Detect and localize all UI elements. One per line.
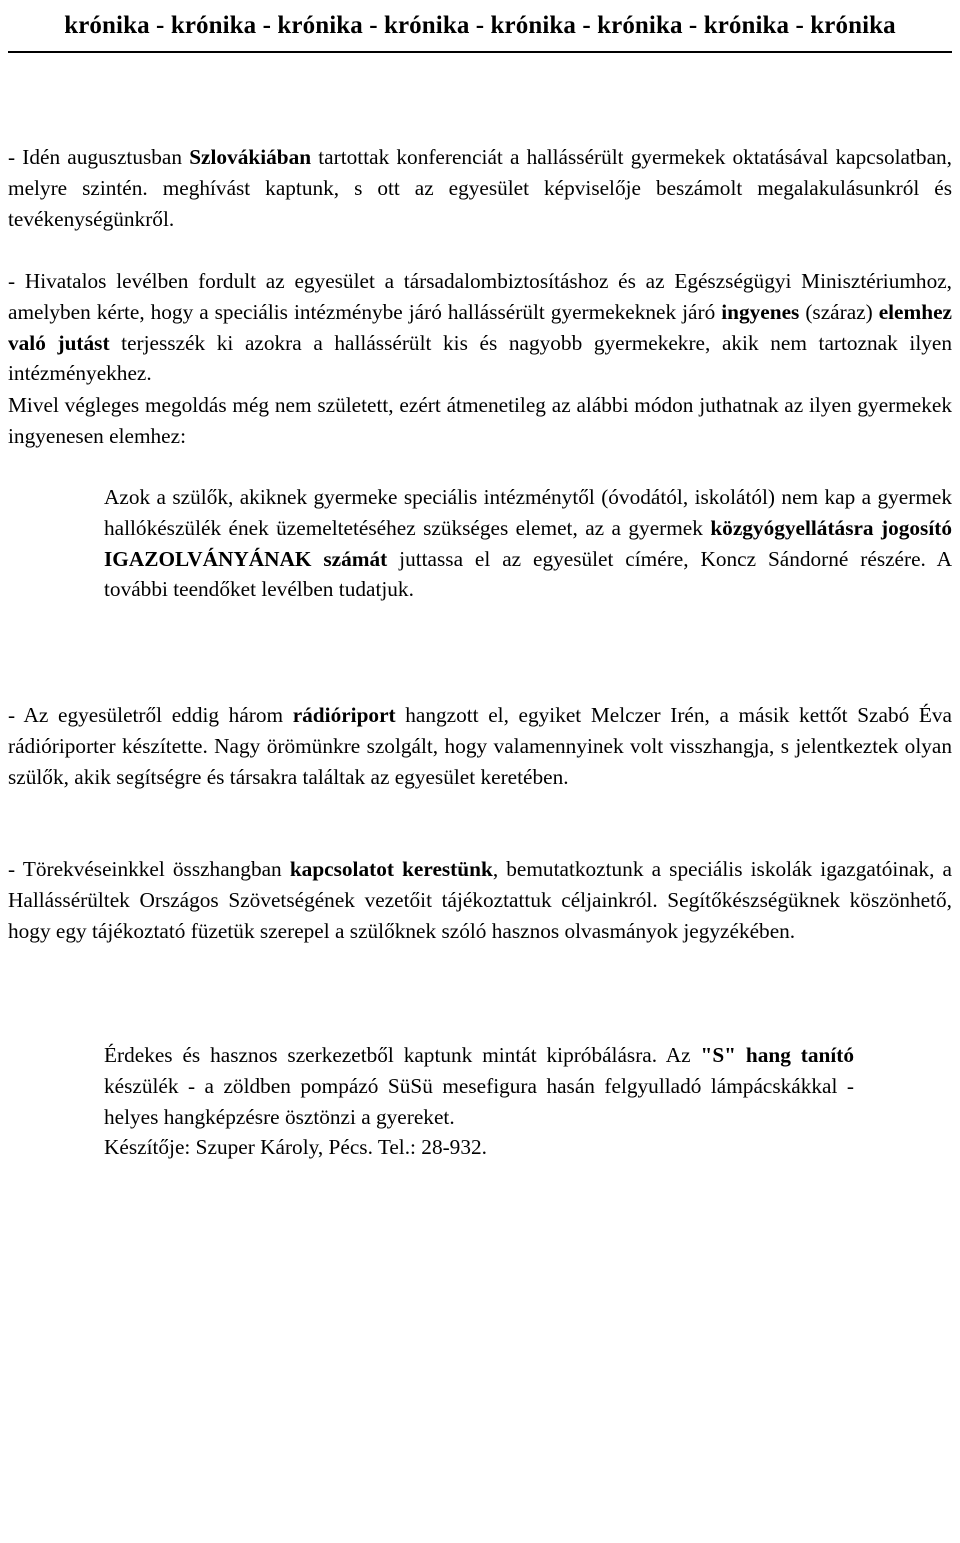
paragraph-text: tartottak konferenciát a hallássérült gyermekek oktatásával kapcsolatban, melyre szintén. meghívást kaptunk, s ott az egyesület képviselője beszámolt megalakulásunkról és tevékenységünkről.	[8, 145, 952, 231]
paragraph-interim-solution	[8, 390, 952, 452]
paragraph-text: Mivel végleges megoldás még nem született, ezért átmenetileg az alábbi módon juthatnak az ilyen gyermekek ingyenesen elemhez:	[8, 393, 952, 448]
bold-text: közgyógyellátásra jogosító IGAZOLVÁNYÁNAK számát	[104, 515, 952, 571]
bold-text: kapcsolatot kerestünk	[289, 857, 493, 881]
paragraph-text: - Idén augusztusban	[8, 145, 190, 169]
paragraph-text: hangzott el, egyiket Melczer Irén, a másik kettőt Szabó Éva rádióriporter készítette. Nagy örömünkre szolgált, hogy valamennyinek volt visszhangja, s jelentkeztek olyan szülők, akik segítségre és társakra találtak az egyesület keretében.	[8, 703, 952, 789]
paragraph-text: - Az egyesületről eddig három	[8, 703, 293, 727]
paragraph-text: - Törekvéseinkkel összhangban	[8, 857, 290, 881]
paragraph-parents-instructions	[104, 482, 952, 605]
running-header	[0, 0, 960, 52]
paragraph-text: készülék - a zöldben pompázó SüSü mesefigura hasán felgyulladó lámpácskákkal - helyes hangképzésre ösztönzi a gyereket.	[104, 1073, 854, 1129]
paragraph-text: Azok a szülők, akiknek gyermeke speciális intézménytől (óvodától, iskolától) nem kap a gyermek hallókészülék ének üzemeltetéséhez szükséges elemet, az a gyermek	[104, 485, 952, 540]
bold-text: Szlovákiában	[189, 145, 312, 169]
header-rule	[8, 51, 952, 53]
running-header-text: krónika - krónika - krónika - krónika - krónika - krónika - krónika - krónika	[64, 12, 896, 39]
paragraph-text: - Hivatalos levélben fordult az egyesület a társadalombiztosításhoz és az Egészségügyi Minisztériumhoz, amelyben kérte, hogy a speciális intézménybe járó hallássérült gyermekeknek járó	[8, 269, 952, 324]
bold-text: rádióriport	[292, 703, 396, 727]
paragraph-s-sound-device	[104, 1040, 854, 1163]
paragraph-radio-reports	[8, 700, 952, 792]
bold-text: elemhez való jutást	[8, 299, 952, 355]
paragraph-text: Érdekes és hasznos szerkezetből kaptunk mintát kipróbálásra. Az	[104, 1043, 701, 1067]
paragraph-official-letter	[8, 266, 952, 389]
paragraph-text: (száraz)	[799, 299, 879, 324]
paragraph-text: terjesszék ki azokra a hallássérült kis és nagyobb gyermekekre, akik nem tartoznak ilyen intézményekhez.	[8, 330, 952, 386]
bold-text: ingyenes	[721, 299, 800, 324]
paragraph-text: juttassa el az egyesület címére, Koncz Sándorné részére. A további teendőket levélben tudatjuk.	[104, 546, 952, 602]
paragraph-slovakia-conference	[8, 142, 952, 234]
paragraph-text: , bemutatkoztunk a speciális iskolák igazgatóinak, a Hallássérültek Országos Szövetségének vezetőit tájékoztattuk céljainkról. Segítőkészségüknek köszönhető, hogy egy tájékoztató füzetük szerepel a szülőknek szóló hasznos olvasmányok jegyzékében.	[8, 857, 952, 943]
device-credit: Készítője: Szuper Károly, Pécs. Tel.: 28-932.	[104, 1135, 487, 1160]
bold-text: "S" hang tanító	[700, 1043, 854, 1067]
paragraph-contacts	[8, 854, 952, 946]
